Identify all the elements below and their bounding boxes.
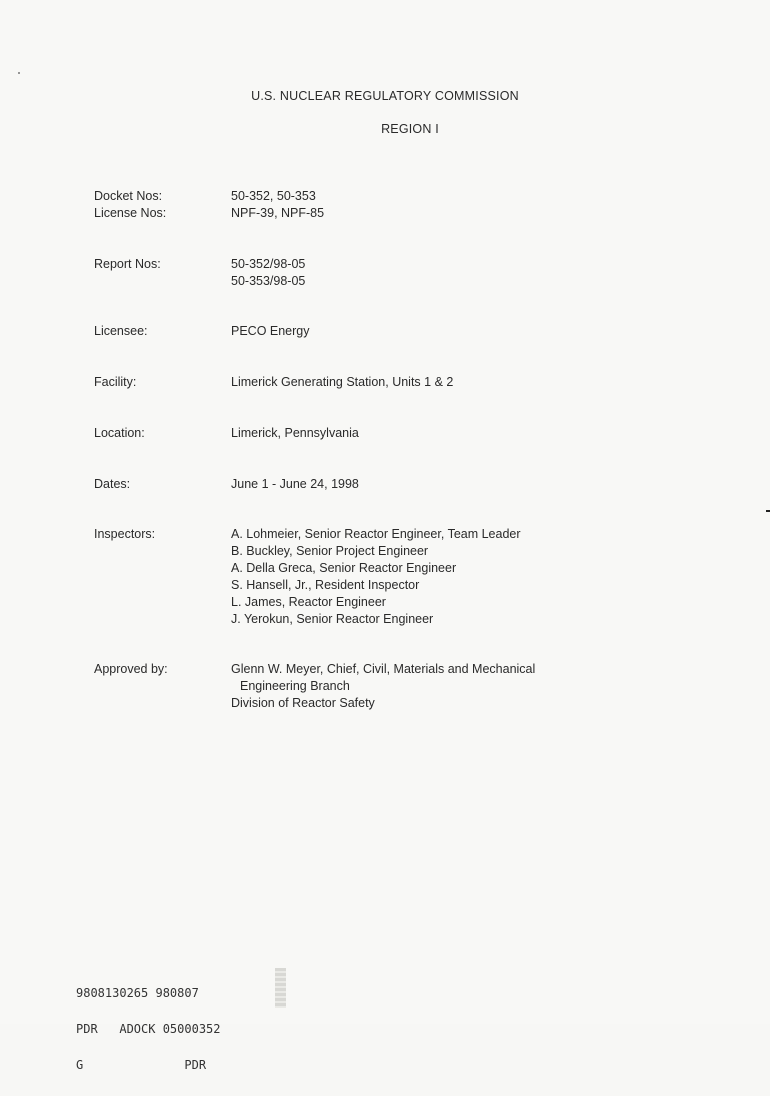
facility-value: Limerick Generating Station, Units 1 & 2 bbox=[231, 375, 454, 389]
approver-line-2: Engineering Branch bbox=[240, 679, 350, 693]
inspector-6: J. Yerokun, Senior Reactor Engineer bbox=[231, 612, 434, 626]
approved-label: Approved by: bbox=[94, 662, 168, 676]
license-value: NPF-39, NPF-85 bbox=[231, 206, 325, 220]
dates-value: June 1 - June 24, 1998 bbox=[231, 477, 359, 491]
footer-line-3: G PDR bbox=[76, 1058, 207, 1072]
facility-label: Facility: bbox=[94, 375, 137, 389]
docket-value: 50-352, 50-353 bbox=[231, 189, 316, 203]
scan-stamp-mark bbox=[275, 968, 286, 1008]
region-title: REGION I bbox=[381, 122, 439, 136]
inspector-4: S. Hansell, Jr., Resident Inspector bbox=[231, 578, 420, 592]
location-label: Location: bbox=[94, 426, 145, 440]
document-control-footer bbox=[76, 963, 221, 1095]
report-value-2: 50-353/98-05 bbox=[231, 274, 306, 288]
inspector-2: B. Buckley, Senior Project Engineer bbox=[231, 544, 429, 558]
footer-line-2: PDR ADOCK 05000352 bbox=[76, 1022, 221, 1036]
scan-speck bbox=[18, 72, 20, 74]
footer-line-1: 9808130265 980807 bbox=[76, 986, 199, 1000]
license-label: License Nos: bbox=[94, 206, 167, 220]
inspector-5: L. James, Reactor Engineer bbox=[231, 595, 386, 609]
report-label: Report Nos: bbox=[94, 257, 161, 271]
location-value: Limerick, Pennsylvania bbox=[231, 426, 359, 440]
docket-label: Docket Nos: bbox=[94, 189, 163, 203]
inspector-3: A. Della Greca, Senior Reactor Engineer bbox=[231, 561, 457, 575]
agency-title: U.S. NUCLEAR REGULATORY COMMISSION bbox=[251, 89, 519, 103]
dates-label: Dates: bbox=[94, 477, 131, 491]
inspector-1: A. Lohmeier, Senior Reactor Engineer, Team Leader bbox=[231, 527, 521, 541]
scan-edge-mark bbox=[766, 510, 770, 512]
report-value-1: 50-352/98-05 bbox=[231, 257, 306, 271]
licensee-label: Licensee: bbox=[94, 324, 148, 338]
inspectors-label: Inspectors: bbox=[94, 527, 156, 541]
licensee-value: PECO Energy bbox=[231, 324, 310, 338]
approver-line-3: Division of Reactor Safety bbox=[231, 696, 375, 710]
approver-line-1: Glenn W. Meyer, Chief, Civil, Materials and Mechanical bbox=[231, 662, 536, 676]
